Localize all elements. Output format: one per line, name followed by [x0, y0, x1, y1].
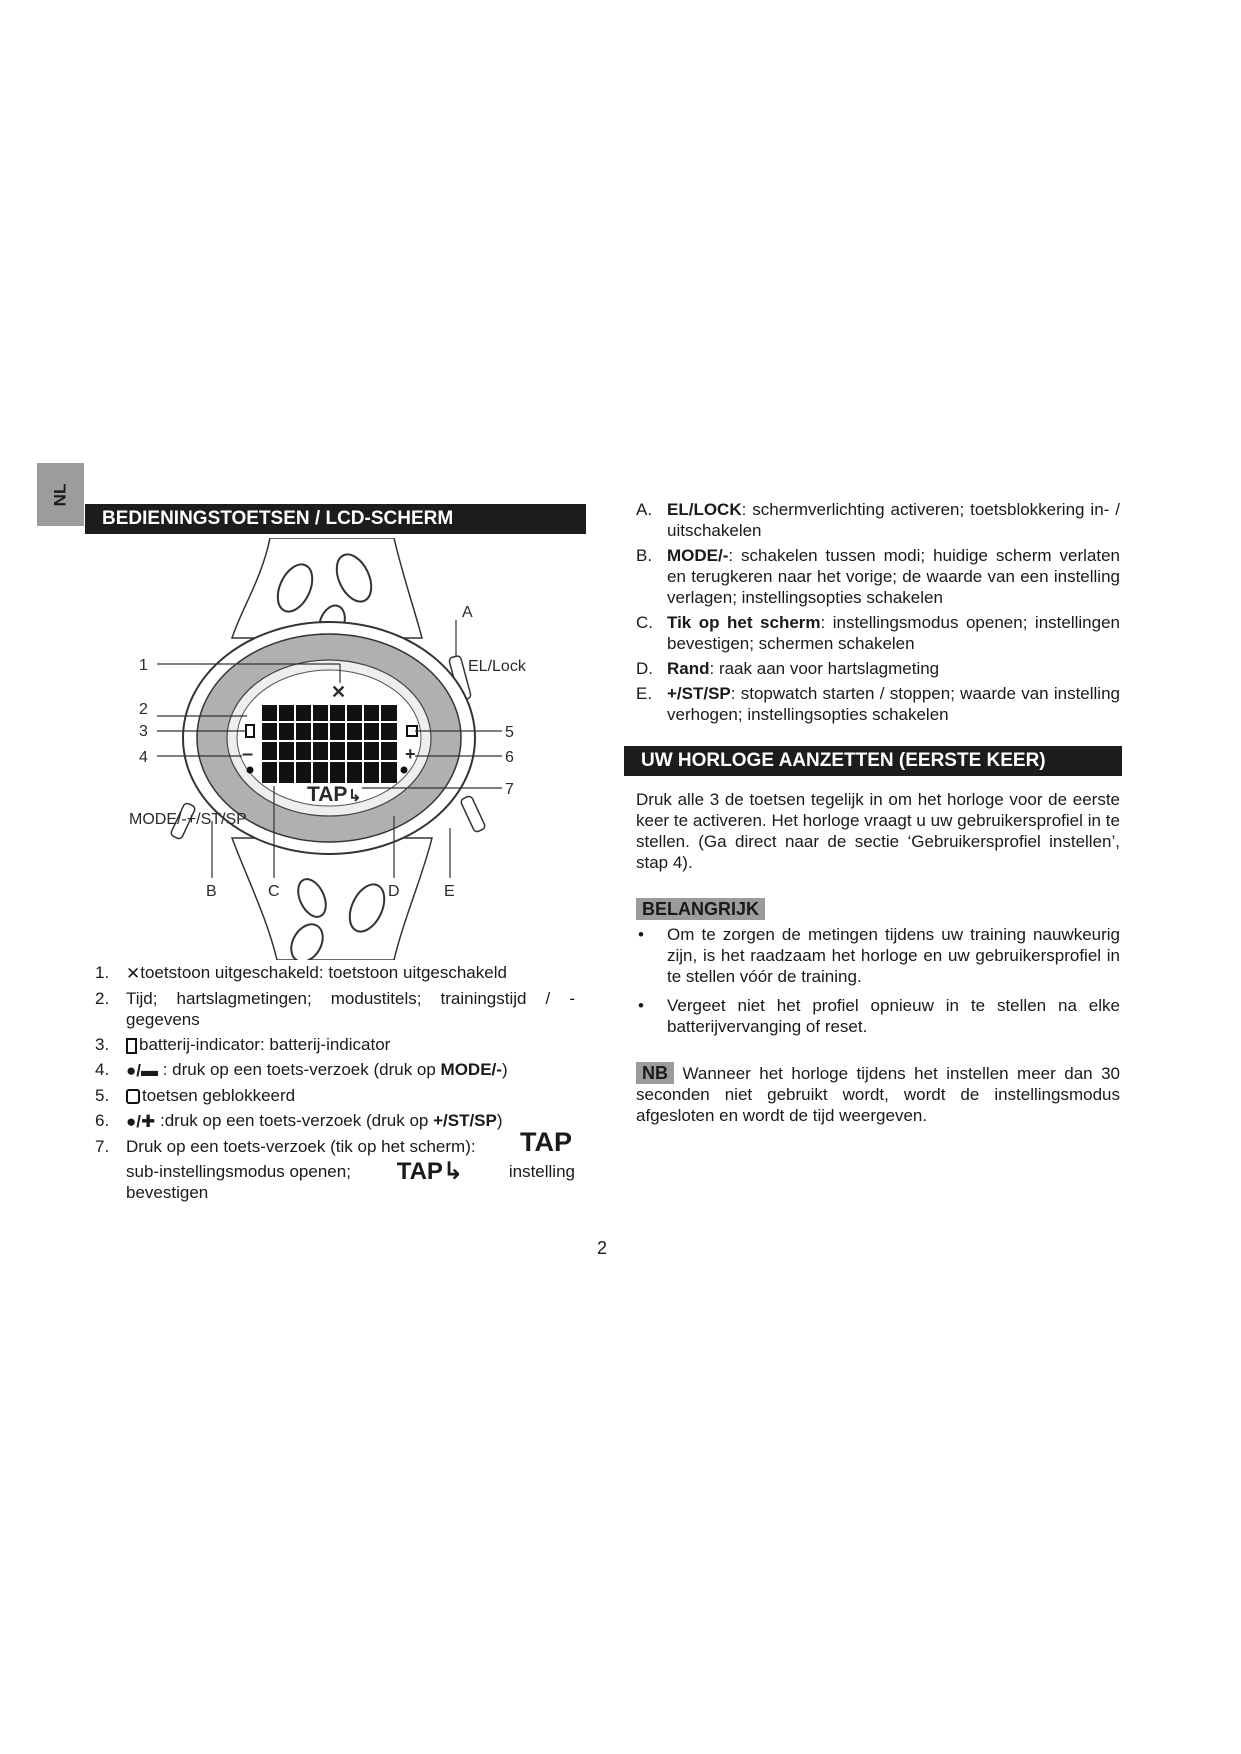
bullet-text: Vergeet niet het profiel opnieuw in te stellen na elke batterijvervanging of reset. [667, 996, 1120, 1036]
definition-letter: A. [636, 500, 653, 519]
nb-text: Wanneer het horloge tijdens het instellen meer dan 30 seconden niet gebruikt wordt, wordt de instellingsmodus afgesloten en wordt de tijd weergeven. [636, 1064, 1120, 1125]
callout-2: 2 [139, 701, 148, 718]
tap-label: TAP [520, 1127, 572, 1158]
definition-item [636, 612, 1120, 654]
lcd-tap-label: TAP [307, 783, 348, 806]
list-text: : druk op een toets-verzoek (druk op [162, 1060, 441, 1080]
list-text: :druk op een toets-verzoek (druk op [159, 1111, 434, 1131]
el-lock-label: EL/Lock [468, 658, 526, 675]
callout-b: B [206, 883, 217, 900]
definition-text: : instellingsmodus openen; instellingen bevestigen; schermen schakelen [667, 613, 1120, 653]
section-header-controls-text: BEDIENINGSTOETSEN / LCD-SCHERM [102, 508, 454, 529]
list-text: bevestigen [126, 1183, 209, 1203]
watch-diagram [122, 538, 592, 960]
language-tab-label: NL [50, 483, 70, 506]
definition-text: : raak aan voor hartslagmeting [709, 659, 940, 678]
callout-1: 1 [139, 657, 148, 674]
lcd-grid [262, 705, 397, 783]
list-text: toetsen geblokkeerd [142, 1086, 296, 1106]
note-block [636, 1062, 1120, 1126]
callout-3: 3 [139, 723, 148, 740]
list-item [95, 1110, 575, 1132]
button-definitions [636, 499, 1120, 729]
list-number: 2. [95, 989, 110, 1009]
list-number: 4. [95, 1060, 110, 1080]
list-item [95, 1034, 575, 1055]
list-item [95, 962, 575, 984]
bullet-item [636, 995, 1120, 1037]
list-number: 6. [95, 1111, 110, 1131]
callout-c: C [268, 883, 280, 900]
bullet-dot-icon: • [638, 996, 644, 1015]
tap-arrow-label [396, 1158, 464, 1186]
definition-item [636, 658, 1120, 679]
bullet-minus-icon: ●/▬ [126, 1061, 158, 1081]
list-number: 3. [95, 1035, 110, 1055]
tap-arrow-icon: ↳ [348, 788, 362, 805]
callout-a: A [462, 604, 473, 621]
bullet-plus-icon: ●/✚ [126, 1112, 156, 1132]
definition-text: : stopwatch starten / stoppen; waarde van instelling verhogen; instellingsopties schakelen [667, 684, 1120, 724]
plus-icon: + [405, 744, 416, 764]
watch-strap-bottom [232, 838, 432, 960]
list-item [95, 1059, 575, 1081]
definition-text: : schakelen tussen modi; huidige scherm verlaten en terugkeren naar het vorige; de waarde van een instelling verlagen; instellingsopties schakelen [667, 546, 1120, 607]
tap-label: TAP [396, 1158, 443, 1186]
battery-icon [126, 1038, 137, 1054]
section-header-first-start-text: UW HORLOGE AANZETTEN (EERSTE KEER) [641, 750, 1046, 771]
callout-7: 7 [505, 781, 514, 798]
lcd-legend-list [95, 962, 575, 1207]
bullet-text: Om te zorgen de metingen tijdens uw training nauwkeurig zijn, is het raadzaam het horloge en uw gebruikersprofiel in te stellen vóór de training. [667, 925, 1120, 986]
list-text-after: ) [501, 1060, 508, 1080]
bullet-icon [401, 767, 408, 774]
button-st-sp [460, 795, 486, 833]
nb-label: NB [636, 1062, 674, 1084]
callout-4: 4 [139, 749, 148, 766]
list-text: Druk op een toets-verzoek (tik op het scherm): [126, 1137, 476, 1157]
bullet-dot-icon: • [638, 925, 644, 944]
definition-letter: C. [636, 613, 653, 632]
list-text: Tijd; hartslagmetingen; modustitels; trainingstijd / - gegevens [126, 989, 575, 1030]
list-item [95, 1127, 575, 1203]
list-text: sub-instellingsmodus openen; [126, 1162, 351, 1182]
callout-6: 6 [505, 749, 514, 766]
bullet-icon [247, 767, 254, 774]
list-item [95, 988, 575, 1030]
definition-letter: B. [636, 546, 653, 565]
sound-off-icon: ✕ [126, 964, 141, 984]
section-header-first-start [624, 746, 1122, 776]
callout-5: 5 [505, 724, 514, 741]
language-tab [37, 463, 84, 526]
intro-paragraph [636, 789, 1120, 873]
list-text: batterij-indicator: batterij-indicator [139, 1035, 391, 1055]
mode-st-sp-label: MODE/-+/ST/SP [129, 811, 247, 828]
list-number: 5. [95, 1086, 110, 1106]
sound-off-icon: ✕ [331, 682, 347, 702]
list-item [95, 1085, 575, 1106]
intro-text: Druk alle 3 de toetsen tegelijk in om het horloge voor de eerste keer te activeren. Het horloge vraagt u uw gebruikersprofiel in te stellen. (Ga direct naar de sectie ‘Gebruikersprofiel instellen’, stap 4). [636, 790, 1120, 872]
definition-item [636, 499, 1120, 541]
definition-letter: D. [636, 659, 653, 678]
definition-term: EL/LOCK [667, 500, 742, 519]
list-number: 1. [95, 963, 110, 982]
list-text: instelling [508, 1162, 575, 1182]
lock-icon [126, 1089, 140, 1104]
bullet-item [636, 924, 1120, 987]
section-header-controls [85, 504, 586, 534]
definition-term: +/ST/SP [667, 684, 731, 703]
list-text: toetstoon uitgeschakeld: toetstoon uitgeschakeld [140, 963, 507, 982]
callout-e: E [444, 883, 455, 900]
list-bold: +/ST/SP [433, 1111, 497, 1131]
minus-icon: – [242, 743, 254, 765]
list-bold: MODE/- [440, 1060, 502, 1080]
definition-letter: E. [636, 684, 653, 703]
definition-item [636, 545, 1120, 608]
definition-term: Tik op het scherm [667, 613, 821, 632]
definition-term: MODE/- [667, 546, 729, 565]
definition-text: : schermverlichting activeren; toetsblokkering in- / uitschakelen [667, 500, 1120, 540]
important-label: BELANGRIJK [636, 898, 765, 920]
tap-arrow-icon: ↳ [442, 1158, 464, 1186]
definition-item [636, 683, 1120, 725]
important-block [636, 898, 1120, 1045]
page-number: 2 [597, 1238, 608, 1258]
list-number: 7. [95, 1137, 110, 1157]
definition-term: Rand [667, 659, 710, 678]
callout-d: D [388, 883, 400, 900]
list-text-after: ) [496, 1111, 503, 1131]
